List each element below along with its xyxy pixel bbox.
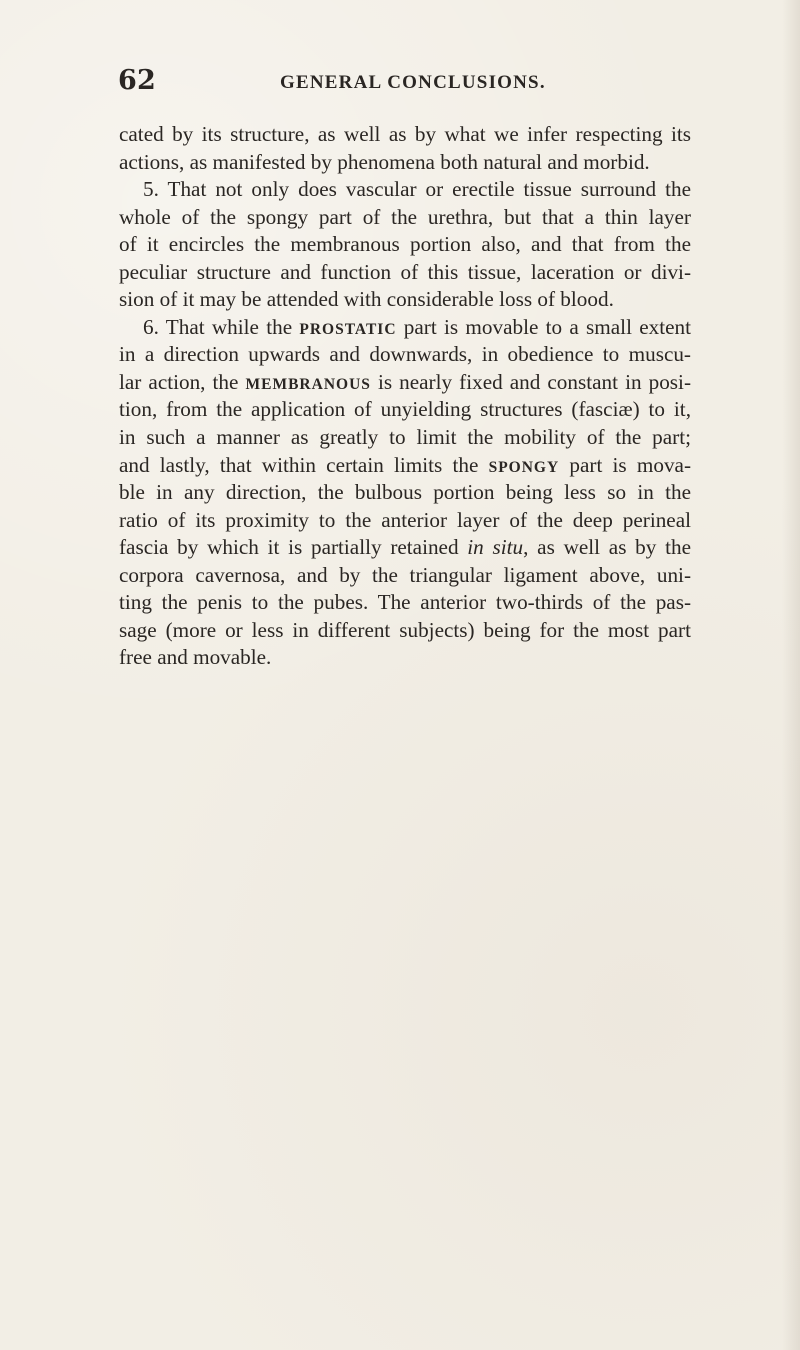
text-run: part is mova- (559, 452, 692, 477)
text-run: is nearly fixed and constant in posi- (370, 369, 691, 394)
text-run: tion, from the application of unyielding structures (fasciæ) to it, (119, 397, 691, 422)
text-line (119, 452, 691, 480)
text-run: corpora cavernosa, and by the triangular ligament above, uni- (119, 562, 691, 587)
text-run: 5. That not only does vascular or erectile tissue surround the (143, 177, 691, 202)
text-run: actions, as manifested by phenomena both natural and morbid. (119, 149, 650, 174)
text-run: whole of the spongy part of the urethra, but that a thin layer (119, 204, 691, 229)
text-run: in such a manner as greatly to limit the mobility of the part; (119, 425, 691, 450)
text-run: free and movable. (119, 645, 272, 670)
text-line (119, 507, 691, 535)
text-run: part is movable to a small extent (396, 314, 691, 339)
text-run: fascia by which it is partially retained (119, 535, 468, 560)
text-run: sage (more or less in different subjects) being for the most part (119, 617, 691, 642)
text-line (119, 369, 691, 397)
small-caps-term: SPONGY (488, 458, 560, 476)
text-run: 6. That while the (143, 314, 300, 339)
text-line (119, 534, 691, 562)
text-run: sion of it may be attended with considerable loss of blood. (119, 287, 614, 312)
paragraph-6-start (119, 314, 691, 342)
text-run: of it encircles the membranous portion also, and that from the (119, 232, 691, 257)
text-line (119, 231, 691, 259)
text-line (119, 562, 691, 590)
paragraph-5-start (119, 176, 691, 204)
text-line (119, 121, 691, 149)
text-line (119, 341, 691, 369)
text-run: lar action, the (119, 369, 246, 394)
text-run: in a direction upwards and downwards, in obedience to muscu- (119, 342, 691, 367)
italic-phrase: in situ (467, 535, 524, 560)
text-line (119, 479, 691, 507)
small-caps-term: MEMBRANOUS (245, 375, 371, 393)
text-line (119, 644, 691, 672)
text-line (119, 589, 691, 617)
text-run: ratio of its proximity to the anterior layer of the deep perineal (119, 507, 691, 532)
text-run: peculiar structure and function of this tissue, laceration or divi- (119, 259, 691, 284)
text-run: , as well as by the (523, 535, 691, 560)
text-run: ble in any direction, the bulbous portion being less so in the (119, 480, 691, 505)
body-text (119, 121, 691, 672)
page-header (118, 66, 688, 102)
text-line (119, 424, 691, 452)
text-line (119, 617, 691, 645)
text-line (119, 149, 691, 177)
text-run: cated by its structure, as well as by what we infer respecting its (119, 122, 691, 146)
text-line (119, 204, 691, 232)
page-number: 62 (118, 65, 156, 96)
small-caps-term: PROSTATIC (299, 320, 397, 338)
text-line (119, 259, 691, 287)
running-head: GENERAL CONCLUSIONS. (280, 72, 546, 93)
text-line (119, 286, 691, 314)
text-line (119, 396, 691, 424)
text-run: ting the penis to the pubes. The anterior two-thirds of the pas- (119, 590, 691, 615)
page-edge-shadow (782, 0, 800, 1350)
text-run: and lastly, that within certain limits the (119, 452, 489, 477)
